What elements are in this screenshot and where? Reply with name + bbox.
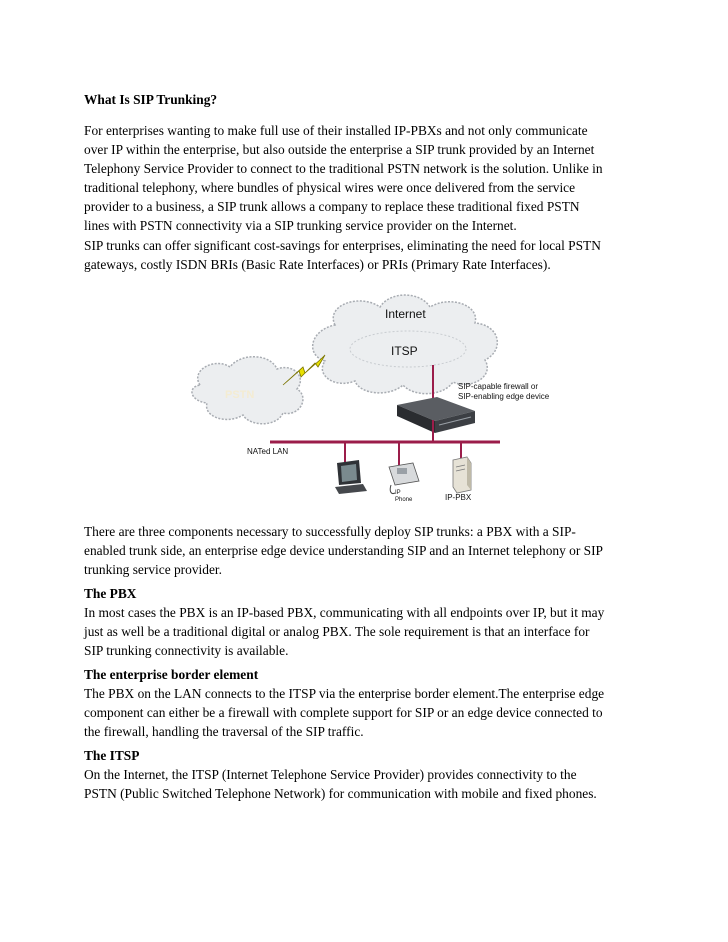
text-line: over IP within the enterprise, but also outside the enterprise a SIP trunk provided by an Internet [84,142,595,157]
lan-label: NATed LAN [247,447,289,456]
text-line: just as well be a traditional digital or analog PBX. The sole requirement is that an interface for [84,624,590,639]
text-line: enabled trunk side, an enterprise edge device understanding SIP and an Internet telephony or SIP [84,543,603,558]
sip-trunk-diagram [175,285,565,515]
section-heading: The PBX [84,586,137,601]
text-line: component can either be a firewall with complete support for SIP or an edge device connected to [84,705,603,720]
text-line: The PBX on the LAN connects to the ITSP via the enterprise border element.The enterprise edge [84,686,605,701]
section-heading: The ITSP [84,748,140,763]
itsp-label: ITSP [391,344,418,358]
internet-label: Internet [385,307,426,321]
text-line: For enterprises wanting to make full use of their installed IP-PBXs and not only communicate [84,123,588,138]
text-line: On the Internet, the ITSP (Internet Telephone Service Provider) provides connectivity to the [84,767,577,782]
itsp-section [84,746,654,803]
text-line: trunking service provider. [84,562,222,577]
text-line: PSTN (Public Switched Telephone Network) for communication with mobile and fixed phones. [84,786,597,801]
components-paragraph [84,522,654,579]
pstn-label: PSTN [225,389,255,401]
intro-paragraph [84,121,654,235]
text-line: SIP trunks can offer significant cost-savings for enterprises, eliminating the need for local PSTN [84,238,601,253]
laptop-icon [335,460,367,494]
text-line: gateways, costly ISDN BRIs (Basic Rate Interfaces) or PRIs (Primary Rate Interfaces). [84,257,551,272]
text-line: SIP trunking connectivity is available. [84,643,289,658]
section-heading: The enterprise border element [84,667,259,682]
text-line: There are three components necessary to successfully deploy SIP trunks: a PBX with a SIP- [84,524,576,539]
ip-pbx-icon [453,457,471,493]
firewall-device-icon [397,397,475,433]
text-line: lines with PSTN connectivity via a SIP trunking service provider on the Internet. [84,218,517,233]
pbx-section [84,584,654,660]
text-line: the firewall, handling the traversal of the SIP traffic. [84,724,364,739]
phone-label-line1: IP [395,490,401,496]
border-element-section [84,665,654,741]
firewall-label-line2: SIP-enabling edge device [458,392,550,401]
text-line: Telephony Service Provider to connect to the traditional PSTN network is the solution. Unlike in [84,161,603,176]
ip-phone-icon [389,463,419,494]
page-title: What Is SIP Trunking? [84,92,218,107]
phone-label-line2: Phone [395,497,413,503]
text-line: traditional telephony, where bundles of physical wires were once delivered from the service [84,180,576,195]
ipbx-label: IP-PBX [445,493,472,502]
savings-paragraph [84,236,654,274]
text-line: In most cases the PBX is an IP-based PBX, communicating with all endpoints over IP, but it may [84,605,605,620]
firewall-label-line1: SIP-capable firewall or [458,382,539,391]
text-line: provider to a business, a SIP trunk allows a company to replace these traditional fixed PSTN [84,199,580,214]
